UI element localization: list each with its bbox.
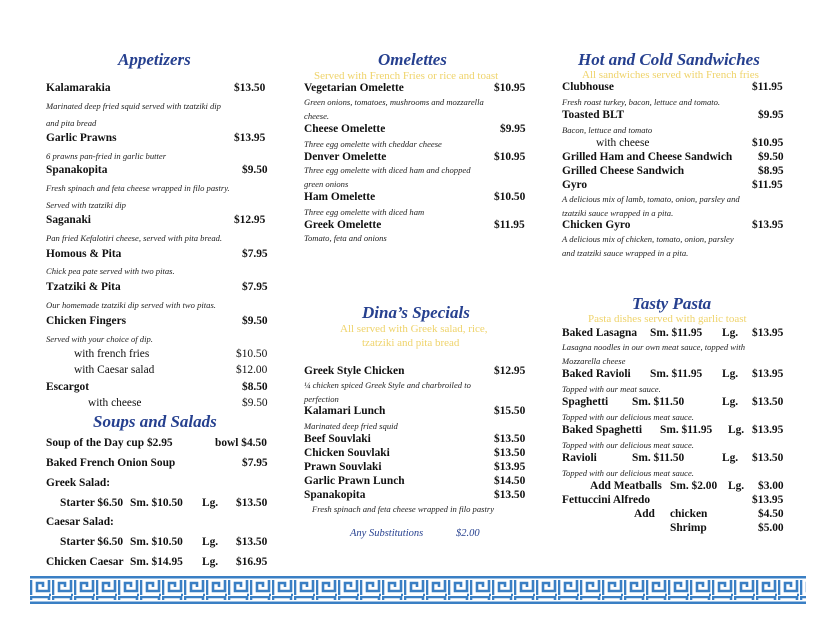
item-name: Saganaki bbox=[46, 214, 91, 226]
item-name: Cheese Omelette bbox=[304, 123, 386, 135]
item-size: Lg. bbox=[722, 327, 739, 339]
item-name: Kalamari Lunch bbox=[304, 405, 386, 417]
item-size: Starter $6.50 bbox=[60, 536, 124, 548]
item-price: $13.50 bbox=[752, 452, 784, 464]
item-desc: Lasagna noodles in our own meat sauce, topped with bbox=[562, 342, 746, 352]
item-desc: Three egg omelette with diced ham bbox=[304, 207, 425, 217]
item-name: Spanakopita bbox=[304, 489, 366, 501]
item-price: bowl $4.50 bbox=[215, 437, 267, 449]
greek-key-border bbox=[30, 576, 806, 604]
item-desc: Topped with our delicious meat sauce. bbox=[562, 412, 694, 422]
item-size: Sm. $11.95 bbox=[650, 368, 703, 380]
item-price: $9.50 bbox=[242, 164, 268, 176]
item-size: Sm. $11.50 bbox=[632, 396, 685, 408]
item-desc: perfection bbox=[304, 394, 339, 404]
item-option-price: $12.00 bbox=[236, 364, 268, 376]
item-size: Lg. bbox=[202, 536, 219, 548]
pasta-title: Tasty Pasta bbox=[632, 294, 712, 313]
item-price: $13.95 bbox=[752, 327, 784, 339]
item-name: Escargot bbox=[46, 381, 90, 393]
item-name: Spanakopita bbox=[46, 164, 108, 176]
item-name: Beef Souvlaki bbox=[304, 433, 371, 445]
item-size: Sm. $14.95 bbox=[130, 556, 183, 568]
item-name: Add Meatballs bbox=[590, 480, 662, 492]
item-price: $13.95 bbox=[752, 494, 784, 506]
item-size: Sm. $11.50 bbox=[632, 452, 685, 464]
item-size: Lg. bbox=[202, 556, 219, 568]
item-desc: Fresh spinach and feta cheese wrapped in filo pastry bbox=[312, 504, 495, 514]
item-price: $7.95 bbox=[242, 248, 268, 260]
item-price: $3.00 bbox=[758, 480, 784, 492]
item-desc: Bacon, lettuce and tomato bbox=[562, 125, 653, 135]
item-size: Lg. bbox=[728, 424, 745, 436]
item-desc: A delicious mix of lamb, tomato, onion, parsley and bbox=[562, 194, 740, 204]
item-desc: Served with your choice of dip. bbox=[46, 334, 153, 344]
item-desc: tzatziki sauce wrapped in a pita. bbox=[562, 208, 674, 218]
item-name: Homous & Pita bbox=[46, 248, 122, 260]
item-desc: and pita bread bbox=[46, 118, 97, 128]
item-size: Sm. $11.95 bbox=[650, 327, 703, 339]
item-name: Soup of the Day cup $2.95 bbox=[46, 437, 173, 449]
item-desc: Fresh spinach and feta cheese wrapped in filo pastry. bbox=[46, 183, 230, 193]
item-price: $13.50 bbox=[752, 396, 784, 408]
item-size: Starter $6.50 bbox=[60, 497, 124, 509]
item-option: with french fries bbox=[74, 348, 150, 360]
item-name: Greek Style Chicken bbox=[304, 365, 405, 377]
item-price: $8.95 bbox=[758, 165, 784, 177]
item-desc: Pan fried Kefalotiri cheese, served with pita bread. bbox=[46, 233, 223, 243]
item-desc: Topped with our delicious meat sauce. bbox=[562, 468, 694, 478]
item-price: $13.50 bbox=[236, 536, 268, 548]
substitutions-label: Any Substitutions bbox=[350, 528, 424, 539]
item-desc: cheese. bbox=[304, 111, 330, 121]
item-size: Sm. $10.50 bbox=[130, 497, 183, 509]
item-price: $10.95 bbox=[494, 151, 526, 163]
item-option-price: $4.50 bbox=[758, 508, 784, 520]
item-name: Baked French Onion Soup bbox=[46, 457, 176, 469]
item-price: $8.50 bbox=[242, 381, 268, 393]
item-desc: Served with tzatziki dip bbox=[46, 200, 126, 210]
item-size: Lg. bbox=[728, 480, 745, 492]
item-desc: Marinated deep fried squid served with tzatziki dip bbox=[46, 101, 221, 111]
item-price: $13.50 bbox=[234, 82, 266, 94]
item-price: $9.50 bbox=[242, 315, 268, 327]
item-price: $13.95 bbox=[752, 368, 784, 380]
soups-title: Soups and Salads bbox=[93, 412, 217, 431]
omelettes-subtitle: Served with French Fries or rice and toast bbox=[314, 70, 499, 82]
item-desc: Our homemade tzatziki dip served with two pitas. bbox=[46, 300, 216, 310]
item-name: Grilled Cheese Sandwich bbox=[562, 165, 685, 177]
item-desc: Marinated deep fried squid bbox=[304, 421, 398, 431]
item-option-price: $9.50 bbox=[242, 397, 268, 409]
item-price: $13.95 bbox=[752, 424, 784, 436]
specials-subtitle: All served with Greek salad, rice, bbox=[340, 323, 488, 335]
item-price: $15.50 bbox=[494, 405, 526, 417]
item-name: Baked Lasagna bbox=[562, 327, 638, 339]
item-size: Lg. bbox=[722, 368, 739, 380]
item-price: $7.95 bbox=[242, 457, 268, 469]
item-desc: Three egg omelette with cheddar cheese bbox=[304, 139, 442, 149]
item-desc: Mozzarella cheese bbox=[562, 356, 626, 366]
item-size: Lg. bbox=[202, 497, 219, 509]
sandwiches-title: Hot and Cold Sandwiches bbox=[578, 50, 760, 69]
item-name: Caesar Salad: bbox=[46, 516, 114, 528]
item-price: $10.95 bbox=[494, 82, 526, 94]
item-price: $13.50 bbox=[494, 489, 526, 501]
item-name: Prawn Souvlaki bbox=[304, 461, 382, 473]
item-desc: Topped with our meat sauce. bbox=[562, 384, 661, 394]
item-size: Sm. $2.00 bbox=[670, 480, 718, 492]
item-name: Grilled Ham and Cheese Sandwich bbox=[562, 151, 733, 163]
item-name: Ham Omelette bbox=[304, 191, 376, 203]
item-name: Baked Ravioli bbox=[562, 368, 631, 380]
item-name: Chicken Souvlaki bbox=[304, 447, 390, 459]
pasta-subtitle: Pasta dishes served with garlic toast bbox=[588, 313, 747, 325]
item-name: Chicken Fingers bbox=[46, 315, 127, 327]
item-name: Gyro bbox=[562, 179, 588, 191]
item-name: Greek Salad: bbox=[46, 477, 111, 489]
item-option-price: $5.00 bbox=[758, 522, 784, 534]
item-price: $11.95 bbox=[494, 219, 525, 231]
item-price: $9.95 bbox=[500, 123, 526, 135]
item-name: Spaghetti bbox=[562, 396, 609, 408]
item-name: Baked Spaghetti bbox=[562, 424, 643, 436]
omelettes-title: Omelettes bbox=[378, 50, 447, 69]
substitutions-price: $2.00 bbox=[456, 528, 480, 539]
item-price: $13.50 bbox=[494, 447, 526, 459]
item-option: with Caesar salad bbox=[74, 364, 155, 376]
item-price: $13.50 bbox=[494, 433, 526, 445]
item-desc: Chick pea pate served with two pitas. bbox=[46, 266, 175, 276]
item-price: $13.95 bbox=[234, 132, 266, 144]
item-size: Sm. $11.95 bbox=[660, 424, 713, 436]
item-desc: and tzatziki sauce wrapped in a pita. bbox=[562, 248, 689, 258]
item-desc: Green onions, tomatoes, mushrooms and mozzarella bbox=[304, 97, 484, 107]
item-name: Tzatziki & Pita bbox=[46, 281, 121, 293]
item-name: Garlic Prawn Lunch bbox=[304, 475, 405, 487]
item-name: Fettuccini Alfredo bbox=[562, 494, 651, 506]
item-name: Greek Omelette bbox=[304, 219, 382, 231]
item-desc: Three egg omelette with diced ham and chopped bbox=[304, 165, 471, 175]
item-name: Ravioli bbox=[562, 452, 597, 464]
item-option-price: $10.50 bbox=[236, 348, 268, 360]
item-desc: 6 prawns pan-fried in garlic butter bbox=[46, 151, 167, 161]
item-desc: green onions bbox=[304, 179, 349, 189]
item-name: Vegetarian Omelette bbox=[304, 82, 404, 94]
item-price: $9.95 bbox=[758, 109, 784, 121]
item-name: Kalamarakia bbox=[46, 82, 111, 94]
item-price: $11.95 bbox=[752, 179, 783, 191]
item-option: with cheese bbox=[596, 137, 650, 149]
item-price: $16.95 bbox=[236, 556, 268, 568]
item-price: $11.95 bbox=[752, 81, 783, 93]
item-desc: ¼ chicken spiced Greek Style and charbroiled to bbox=[304, 380, 471, 390]
item-option: chicken bbox=[670, 508, 708, 520]
item-price: $10.50 bbox=[494, 191, 526, 203]
item-name: Clubhouse bbox=[562, 81, 614, 93]
item-size: Sm. $10.50 bbox=[130, 536, 183, 548]
item-price: $13.95 bbox=[494, 461, 526, 473]
item-desc: Tomato, feta and onions bbox=[304, 233, 387, 243]
item-price: $12.95 bbox=[234, 214, 266, 226]
item-name: Denver Omelette bbox=[304, 151, 387, 163]
item-option: Add bbox=[634, 508, 655, 520]
specials-subtitle: tzatziki and pita bread bbox=[362, 337, 460, 349]
item-size: Lg. bbox=[722, 452, 739, 464]
item-name: Garlic Prawns bbox=[46, 132, 117, 144]
item-name: Chicken Caesar bbox=[46, 556, 124, 568]
item-option: with cheese bbox=[88, 397, 142, 409]
item-desc: A delicious mix of chicken, tomato, onion, parsley bbox=[562, 234, 734, 244]
item-price: $7.95 bbox=[242, 281, 268, 293]
item-name: Toasted BLT bbox=[562, 109, 625, 121]
item-price: $14.50 bbox=[494, 475, 526, 487]
item-size: Lg. bbox=[722, 396, 739, 408]
item-price: $12.95 bbox=[494, 365, 526, 377]
item-desc: Fresh roast turkey, bacon, lettuce and tomato. bbox=[562, 97, 721, 107]
sandwiches-subtitle: All sandwiches served with French fries bbox=[582, 69, 759, 81]
specials-title: Dina’s Specials bbox=[362, 303, 470, 322]
item-option-price: $10.95 bbox=[752, 137, 784, 149]
item-price: $9.50 bbox=[758, 151, 784, 163]
item-price: $13.95 bbox=[752, 219, 784, 231]
appetizers-title: Appetizers bbox=[118, 50, 191, 69]
item-desc: Topped with our delicious meat sauce. bbox=[562, 440, 694, 450]
item-name: Chicken Gyro bbox=[562, 219, 631, 231]
item-price: $13.50 bbox=[236, 497, 268, 509]
item-option: Shrimp bbox=[670, 522, 707, 534]
